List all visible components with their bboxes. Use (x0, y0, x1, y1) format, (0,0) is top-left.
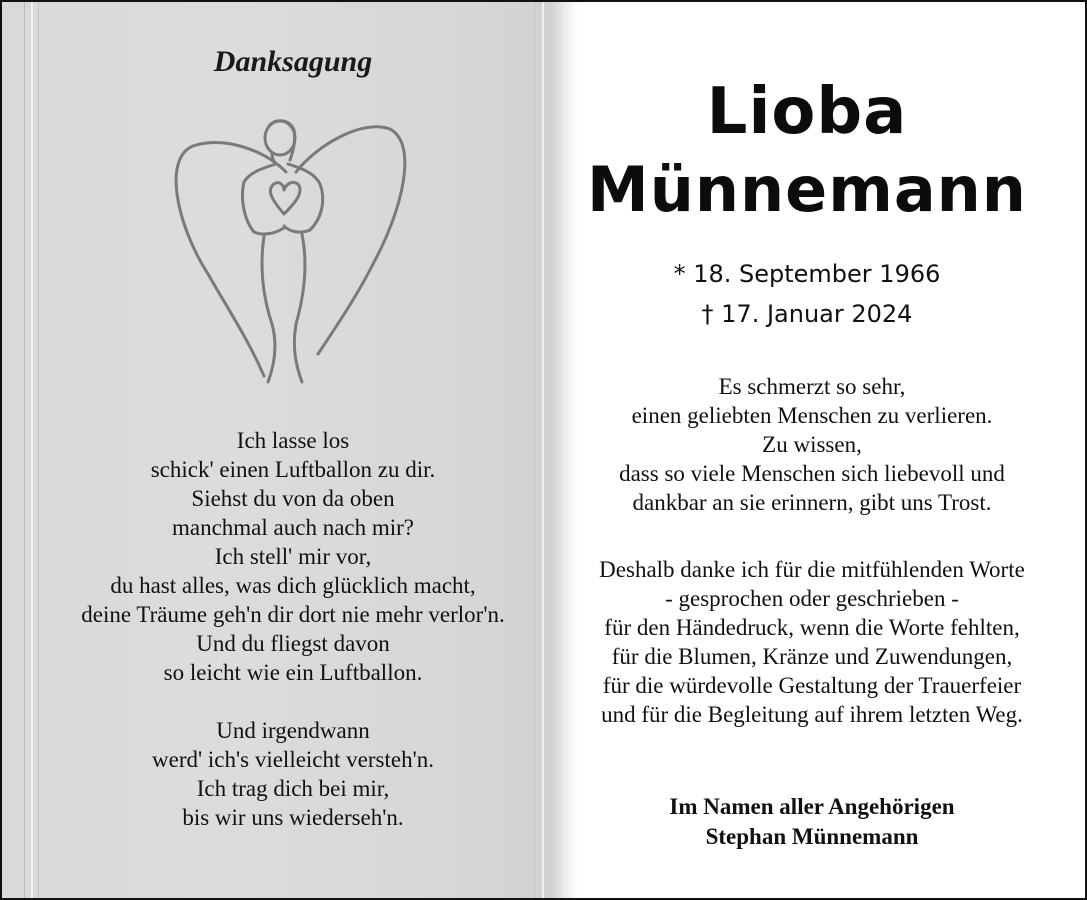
poem-line: schick' einen Luftballon zu dir. (150, 457, 436, 482)
panel-rule (24, 2, 25, 898)
signature-line: Stephan Münnemann (705, 824, 919, 849)
text-line: Es schmerzt so sehr, (718, 374, 906, 399)
poem-line: bis wir uns wiederseh'n. (182, 805, 404, 830)
poem (42, 426, 544, 832)
poem-line: Siehst du von da oben (191, 486, 395, 511)
deceased-first-name: Lioba (706, 75, 908, 149)
panel-rule (31, 2, 33, 898)
text-line: dankbar an sie erinnern, gibt uns Trost. (632, 490, 992, 515)
text-line: für die Blumen, Kränze und Zuwendungen, (611, 644, 1013, 669)
death-date: † 17. Januar 2024 (701, 300, 913, 328)
poem-line: so leicht wie ein Luftballon. (163, 660, 423, 685)
text-line: dass so viele Menschen sich liebevoll und (619, 461, 1005, 486)
stanza-gap (42, 687, 544, 716)
text-line: Zu wissen, (762, 432, 862, 457)
text-line: einen geliebten Menschen zu verlieren. (631, 403, 993, 428)
thanks-heading: Danksagung (213, 45, 373, 78)
signature-line: Im Namen aller Angehörigen (669, 794, 955, 819)
poem-line: Und irgendwann (216, 718, 370, 743)
panel-rule (38, 2, 39, 898)
text-line: - gesprochen oder geschrieben - (665, 586, 959, 611)
poem-line: Ich trag dich bei mir, (196, 776, 390, 801)
poem-line: du hast alles, was dich glücklich macht, (110, 573, 476, 598)
text-line: für den Händedruck, wenn die Worte fehlten, (604, 615, 1020, 640)
poem-line: deine Träume geh'n dir dort nie mehr verlor'n. (81, 602, 505, 627)
deceased-last-name: Münnemann (587, 153, 1027, 226)
poem-line: Ich lasse los (236, 428, 350, 453)
poem-line: werd' ich's vielleicht versteh'n. (152, 747, 434, 772)
text-line: und für die Begleitung auf ihrem letzten Weg. (601, 702, 1023, 727)
text-line: Deshalb danke ich für die mitfühlenden Worte (599, 557, 1025, 582)
birth-date: * 18. September 1966 (673, 260, 941, 288)
poem-line: Und du fliegst davon (196, 631, 390, 656)
text-line: für die würdevolle Gestaltung der Trauerfeier (602, 673, 1022, 698)
angel-with-heart-icon (168, 114, 414, 384)
poem-line: manchmal auch nach mir? (171, 515, 415, 540)
condolence-paragraph (562, 372, 1062, 517)
thanks-paragraph (562, 555, 1062, 729)
left-panel (2, 2, 570, 898)
poem-line: Ich stell' mir vor, (214, 544, 372, 569)
signature (562, 792, 1062, 852)
